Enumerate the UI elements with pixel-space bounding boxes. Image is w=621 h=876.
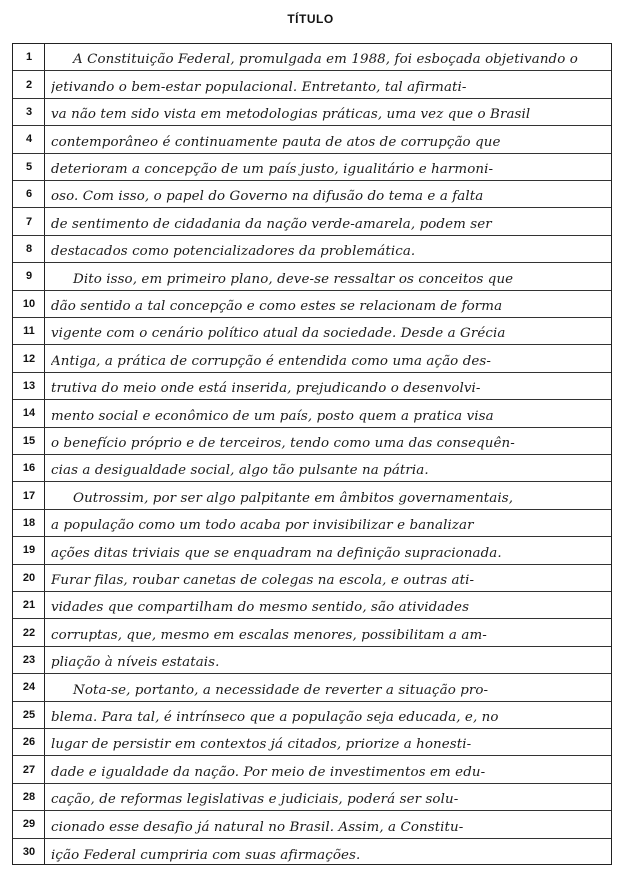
line-text: Nota-se, portanto, a necessidade de reverter a situação pro- (73, 682, 489, 698)
line-number: 3 (25, 105, 33, 118)
line-text: ações ditas triviais que se enquadram na definição supracionada. (51, 545, 502, 561)
line-text: a população como um todo acaba por invisibilizar e banalizar (51, 518, 474, 534)
essay-line (13, 236, 611, 263)
line-text: trutiva do meio onde está inserida, prejudicando o desenvolvi- (51, 381, 481, 397)
line-text: blema. Para tal, é intrínseco que a população seja educada, e, no (51, 709, 499, 725)
line-number: 28 (22, 790, 36, 803)
line-text: Furar filas, roubar canetas de colegas na escola, e outras ati- (51, 572, 475, 588)
line-number: 16 (22, 462, 36, 475)
line-number: 12 (22, 352, 36, 365)
essay-line (13, 400, 611, 427)
line-number: 26 (22, 736, 36, 749)
line-number: 4 (25, 133, 33, 146)
line-text: vidades que compartilham do mesmo sentido, são atividades (51, 600, 470, 616)
essay-line (13, 291, 611, 318)
essay-line (13, 71, 611, 98)
line-number: 30 (22, 846, 36, 859)
page-title: TÍTULO (287, 12, 334, 26)
line-text: cação, de reformas legislativas e judiciais, poderá ser solu- (51, 792, 459, 808)
line-text: mento social e econômico de um país, posto quem a pratica visa (51, 408, 494, 424)
line-number: 19 (22, 544, 36, 557)
essay-line (13, 565, 611, 592)
essay-line (13, 674, 611, 701)
line-number: 13 (22, 379, 36, 392)
line-text: A Constituição Federal, promulgada em 1988, foi esboçada objetivando o (73, 52, 578, 68)
line-number: 24 (22, 681, 36, 694)
line-number: 18 (22, 516, 36, 529)
line-text: Outrossim, por ser algo palpitante em âmbitos governamentais, (73, 490, 514, 506)
essay-line (13, 428, 611, 455)
line-text: cias a desigualdade social, algo tão pulsante na pátria. (51, 463, 429, 479)
line-text: ição Federal cumpriria com suas afirmações. (51, 847, 361, 863)
line-text: de sentimento de cidadania da nação verde-amarela, podem ser (51, 216, 492, 232)
line-text: vigente com o cenário político atual da sociedade. Desde a Grécia (51, 326, 506, 342)
essay-line (13, 702, 611, 729)
essay-line (13, 99, 611, 126)
line-text: cionado esse desafio já natural no Brasil. Assim, a Constitu- (51, 819, 464, 835)
line-text: oso. Com isso, o papel do Governo na difusão do tema e a falta (51, 189, 484, 205)
essay-line (13, 318, 611, 345)
line-number: 6 (25, 188, 33, 201)
line-text: lugar de persistir em contextos já citados, priorize a honesti- (51, 737, 472, 753)
line-number: 20 (22, 571, 36, 584)
line-number: 14 (22, 407, 36, 420)
line-number: 21 (22, 599, 36, 612)
essay-line (13, 44, 611, 71)
line-text: destacados como potencializadores da problemática. (51, 244, 416, 260)
essay-line (13, 811, 611, 838)
line-text: dão sentido a tal concepção e como estes se relacionam de forma (51, 298, 503, 314)
line-number: 7 (25, 215, 33, 228)
essay-line (13, 647, 611, 674)
line-number: 11 (23, 325, 35, 338)
line-number: 8 (25, 242, 33, 255)
essay-line (13, 154, 611, 181)
essay-line (13, 537, 611, 564)
line-text: dade e igualdade da nação. Por meio de investimentos em edu- (51, 764, 486, 780)
essay-line (13, 482, 611, 509)
essay-line (13, 784, 611, 811)
essay-line (13, 455, 611, 482)
line-number: 5 (25, 160, 33, 173)
line-number: 17 (22, 489, 36, 502)
line-text: deterioram a concepção de um país justo, igualitário e harmoni- (51, 161, 494, 177)
line-text: Dito isso, em primeiro plano, deve-se ressaltar os conceitos que (73, 271, 514, 287)
line-number: 9 (25, 270, 33, 283)
line-text: pliação à níveis estatais. (51, 655, 220, 671)
essay-line (13, 510, 611, 537)
essay-sheet (12, 43, 612, 865)
line-number: 10 (22, 297, 36, 310)
essay-line (13, 345, 611, 372)
line-text: corruptas, que, mesmo em escalas menores, possibilitam a am- (51, 627, 487, 643)
line-number: 27 (22, 763, 36, 776)
essay-line (13, 181, 611, 208)
essay-line (13, 592, 611, 619)
line-text: contemporâneo é continuamente pauta de atos de corrupção que (51, 134, 501, 150)
essay-line (13, 208, 611, 235)
line-text: va não tem sido vista em metodologias práticas, uma vez que o Brasil (51, 107, 531, 123)
essay-line (13, 756, 611, 783)
line-number: 15 (22, 434, 36, 447)
line-number: 22 (22, 626, 36, 639)
line-number: 29 (22, 818, 36, 831)
essay-line (13, 126, 611, 153)
essay-line (13, 263, 611, 290)
essay-line (13, 729, 611, 756)
essay-line (13, 839, 611, 866)
line-number: 23 (22, 653, 36, 666)
essay-line (13, 373, 611, 400)
line-number: 25 (22, 708, 36, 721)
line-text: o benefício próprio e de terceiros, tendo como uma das consequên- (51, 435, 515, 451)
line-text: Antiga, a prática de corrupção é entendida como uma ação des- (51, 353, 491, 369)
essay-line (13, 619, 611, 646)
line-number: 1 (25, 51, 33, 64)
line-text: jetivando o bem-estar populacional. Entretanto, tal afirmati- (51, 79, 467, 95)
line-number: 2 (25, 78, 33, 91)
